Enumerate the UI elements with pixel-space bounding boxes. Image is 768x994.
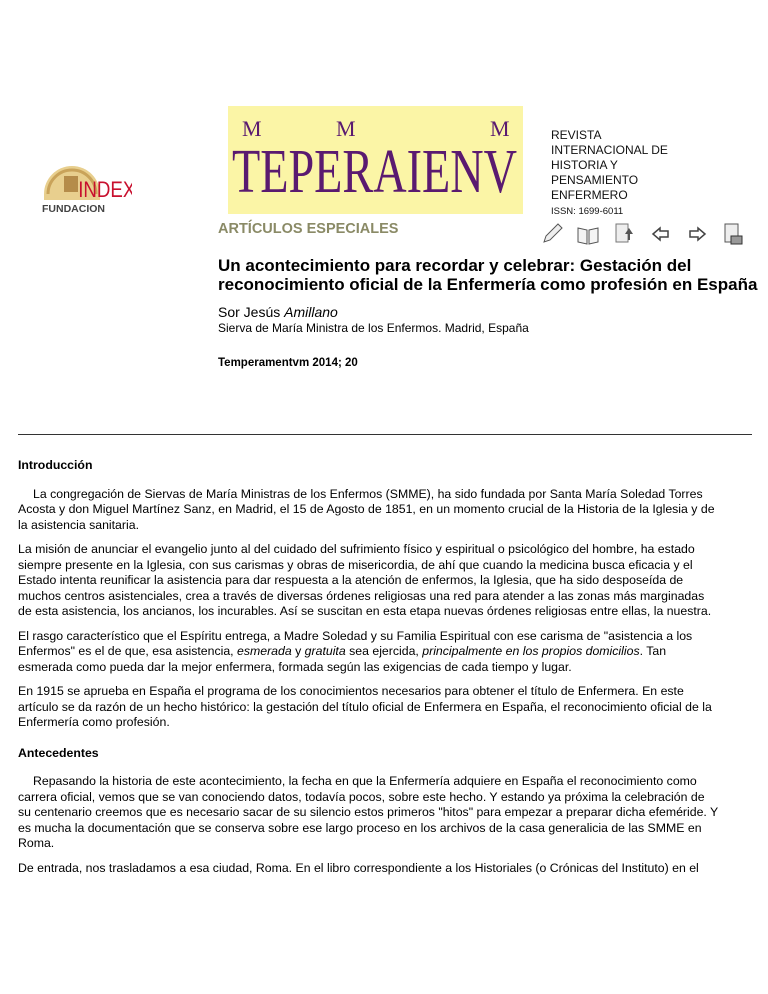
text-line: De entrada, nos trasladamos a esa ciudad, Roma. En el libro correspondiente a los Historiales (o Crónicas del Instituto) en el — [18, 860, 699, 875]
section-label: ARTÍCULOS ESPECIALES — [218, 221, 399, 237]
arrow-left-icon[interactable] — [649, 222, 673, 246]
author-affiliation: Sierva de María Ministra de los Enfermos. Madrid, España — [218, 321, 529, 335]
paragraph — [18, 542, 758, 620]
text: Enfermos" es el de que, esa asistencia, — [18, 644, 237, 658]
text-line: Enfermería como profesión. — [18, 715, 170, 729]
author-first-name: Sor Jesús — [218, 304, 285, 320]
text-line: En 1915 se aprueba en España el programa de los conocimientos necesarios para obtener el título de Enfermera. En este — [18, 684, 684, 698]
print-document-icon[interactable] — [721, 222, 745, 246]
text-line: la asistencia sanitaria. — [18, 517, 139, 532]
article-toolbar — [540, 220, 745, 248]
text: y — [291, 644, 305, 658]
text-line: siempre presente en la Iglesia, con sus carismas y obras de misericordia, de ahí que cuando la medicina busca eficacia y el — [18, 557, 693, 572]
text-line: es mucha la documentación que se conserva sobre ese largo proceso en los archivos de la casa generalicia de las SMME en — [18, 820, 702, 835]
text-line: su centenario creemos que es necesario sacar de su silencio estos primeros "hitos" para empezar a preparar dicha efeméride. Y — [18, 805, 719, 819]
text-line: esmerada como pueda dar la mejor enfermera, formada según las exigencias de cada tiempo y lugar. — [18, 659, 572, 674]
text: . Tan — [639, 644, 667, 658]
text-line: Roma. — [18, 836, 55, 850]
author-last-name: Amillano — [284, 304, 338, 320]
book-icon[interactable] — [576, 222, 600, 246]
text-line: El rasgo característico que el Espíritu entrega, a Madre Soledad y su Familia Espiritual con ese carisma de "asistencia a los — [18, 628, 693, 643]
journal-line: PENSAMIENTO — [551, 173, 639, 187]
fundacion-index-logo — [40, 150, 132, 216]
svg-text:FUNDACION: FUNDACION — [42, 203, 105, 215]
text-line: Acosta y don Miguel Martínez Sanz, en Madrid, el 15 de Agosto de 1851, en un momento crucial de la Historia de la Iglesia y de — [18, 502, 715, 516]
journal-line: REVISTA — [551, 128, 602, 142]
article-title: Un acontecimiento para recordar y celebrar: Gestación del reconocimiento oficial de la Enfermería como profesión en España — [218, 256, 758, 294]
divider — [18, 434, 752, 435]
journal-line: HISTORIA Y — [551, 158, 618, 172]
paragraph — [18, 629, 758, 676]
journal-description — [551, 128, 668, 203]
pencil-icon[interactable] — [540, 222, 564, 246]
author — [218, 304, 763, 321]
svg-text:INDEX: INDEX — [78, 178, 132, 203]
issn: ISSN: 1699-6011 — [551, 206, 624, 217]
text: sea ejercida, — [345, 644, 423, 658]
text-line: de esta asistencia, los ancianos, los incurables. Así se suscitan en esta etapa nuevas órdenes religiosas entre ellas, la nuestra. — [18, 604, 712, 618]
paragraph — [18, 684, 758, 731]
journal-line: ENFERMERO — [551, 188, 628, 202]
text-line: La misión de anunciar el evangelio junto al del cuidado del sufrimiento físico y espiritual o psicológico del hombre, ha estado — [18, 542, 695, 556]
italic-text: principalmente en los propios domicilios — [422, 644, 640, 658]
svg-text:TEPERAIENV: TEPERAIENV — [232, 138, 518, 206]
text-line — [18, 644, 758, 660]
text-line: artículo se da razón de un hecho histórico: la gestación del título oficial de Enfermera en España, el reconocimiento oficial de la — [18, 699, 712, 714]
heading-introduccion: Introducción — [18, 458, 93, 472]
svg-text:M: M — [242, 116, 262, 141]
arrow-right-icon[interactable] — [685, 222, 709, 246]
paragraph — [18, 487, 758, 534]
paragraph — [18, 774, 758, 852]
document-up-icon[interactable] — [612, 222, 636, 246]
italic-text: esmerada — [237, 644, 292, 658]
svg-text:M: M — [336, 116, 356, 141]
text-line: Estado intenta reunificar la asistencia para dar respuesta a la atención de enfermos, la Iglesia, que ha sido desposeída de — [18, 573, 684, 587]
article-header — [218, 256, 763, 370]
heading-antecedentes: Antecedentes — [18, 745, 99, 760]
article-body — [18, 458, 758, 885]
text-line: La congregación de Siervas de María Ministras de los Enfermos (SMME), ha sido fundada por Santa María Soledad Torres — [33, 486, 703, 501]
temperamentvm-logo-banner — [228, 106, 523, 214]
paragraph — [18, 861, 758, 877]
text-line: carrera oficial, vemos que se van conociendo datos, todavía pocos, sobre este hecho. Y estando ya próxima la celebración de — [18, 789, 705, 804]
svg-text:M: M — [490, 116, 510, 141]
italic-text: gratuita — [304, 644, 346, 658]
text-line: muchos centros asistenciales, crea a través de diversas órdenes religiosas una red para atender a las zonas más marginadas — [18, 588, 705, 603]
citation: Temperamentvm 2014; 20 — [218, 357, 358, 369]
journal-line: INTERNACIONAL DE — [551, 143, 668, 157]
text-line: Repasando la historia de este acontecimiento, la fecha en que la Enfermería adquiere en España el reconocimiento como — [33, 774, 697, 788]
